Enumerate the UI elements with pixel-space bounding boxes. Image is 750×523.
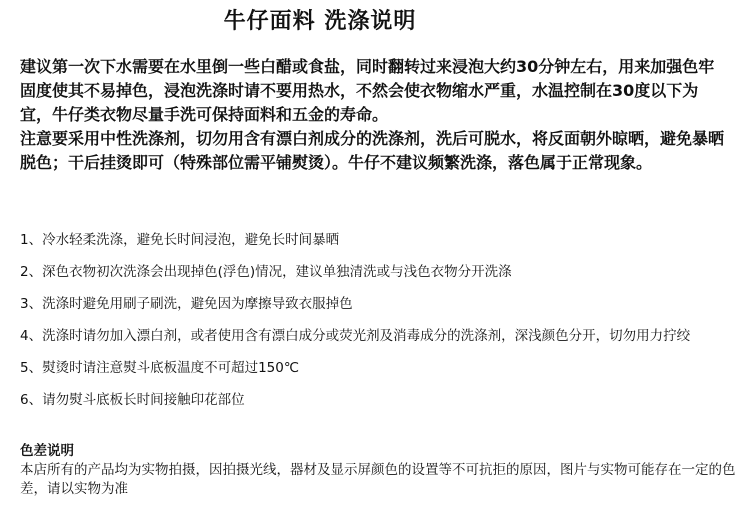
care-tips-list (20, 230, 740, 422)
page-title: 牛仔面料 洗涤说明 (223, 9, 417, 34)
color-note-heading: 色差说明 (20, 443, 74, 459)
intro-section (20, 55, 730, 175)
color-difference-note (20, 442, 740, 499)
care-tip-6: 6、请勿熨斗底板长时间接触印花部位 (20, 392, 245, 408)
care-tip-4: 4、洗涤时请勿加入漂白剂，或者使用含有漂白成分或荧光剂及消毒成分的洗涤剂，深浅颜色分开，切勿用力拧绞 (20, 328, 691, 344)
intro-paragraph-soaking: 建议第一次下水需要在水里倒一些白醋或食盐，同时翻转过来浸泡大约30分钟左右，用来加强色牢固度使其不易掉色，浸泡洗涤时请不要用热水，不然会使衣物缩水严重，水温控制在30度以下为宜，牛仔类衣物尽量手洗可保持面料和五金的寿命。 (20, 57, 715, 124)
intro-paragraph-detergent: 注意要采用中性洗涤剂，切勿用含有漂白剂成分的洗涤剂，洗后可脱水，将反面朝外晾晒，避免暴晒脱色；干后挂烫即可（特殊部位需平铺熨烫）。牛仔不建议频繁洗涤，落色属于正常现象。 (20, 129, 725, 172)
care-tip-2: 2、深色衣物初次洗涤会出现掉色(浮色)情况，建议单独清洗或与浅色衣物分开洗涤 (20, 264, 512, 280)
care-tip-3: 3、洗涤时避免用刷子刷洗，避免因为摩擦导致衣服掉色 (20, 296, 353, 312)
color-note-body: 本店所有的产品均为实物拍摄，因拍摄光线，器材及显示屏颜色的设置等不可抗拒的原因，图片与实物可能存在一定的色差，请以实物为准 (20, 462, 736, 497)
care-tip-5: 5、熨烫时请注意熨斗底板温度不可超过150℃ (20, 360, 300, 376)
care-tip-1: 1、冷水轻柔洗涤，避免长时间浸泡，避免长时间暴晒 (20, 232, 340, 248)
